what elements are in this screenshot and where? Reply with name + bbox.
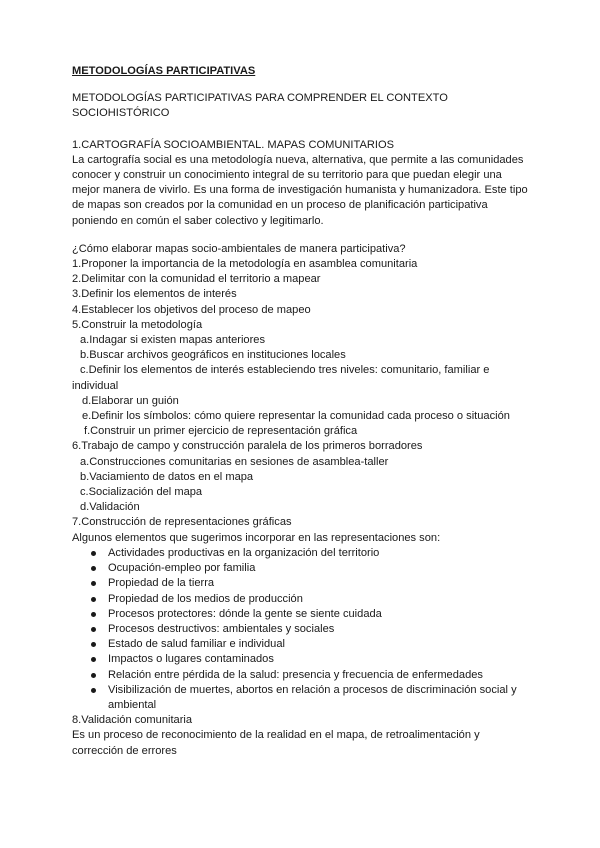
step-2: 2.Delimitar con la comunidad el territorio a mapear [72,273,321,286]
list-item-text: Propiedad de los medios de producción [108,592,303,605]
list-item [72,561,532,576]
step-6d: d.Validación [80,501,140,514]
step-5c [72,363,532,393]
step-5d: d.Elaborar un guión [82,394,179,407]
step-7-intro: Algunos elementos que sugerimos incorporar en las representaciones son: [72,531,441,544]
step-5a: a.Indagar si existen mapas anteriores [80,334,265,347]
list-item [72,652,532,667]
step-1: 1.Proponer la importancia de la metodología en asamblea comunitaria [72,258,418,271]
bullet-icon [91,673,96,678]
list-item [72,546,532,561]
list-item [72,668,532,683]
step-5b: b.Buscar archivos geográficos en instituciones locales [80,349,346,362]
bullet-icon [91,597,96,602]
step-5e: e.Definir los símbolos: cómo quiere representar la comunidad cada proceso o situación [82,410,510,423]
bullet-icon [91,627,96,632]
list-item-text: Estado de salud familiar e individual [108,638,285,651]
bullet-list [72,546,532,713]
step-6: 6.Trabajo de campo y construcción paralela de los primeros borradores [72,440,423,453]
list-item [72,607,532,622]
list-item-text: Impactos o lugares contaminados [108,653,274,666]
question-heading: ¿Cómo elaborar mapas socio-ambientales de manera participativa? [72,242,406,255]
step-6c: c.Socialización del mapa [80,486,203,499]
section-8-text: Es un proceso de reconocimiento de la realidad en el mapa, de retroalimentación y corrección de errores [72,729,480,757]
step-3: 3.Definir los elementos de interés [72,288,237,301]
list-item-text: Relación entre pérdida de la salud: presencia y frecuencia de enfermedades [108,668,483,681]
list-item-text: Propiedad de la tierra [108,577,215,590]
list-item-text: Procesos destructivos: ambientales y sociales [108,622,335,635]
document-body [72,64,532,759]
list-item [72,637,532,652]
list-item-text: Ocupación-empleo por familia [108,562,256,575]
list-item [72,576,532,591]
document-title: METODOLOGÍAS PARTICIPATIVAS [72,65,256,77]
step-5c-text: c.Definir los elementos de interés estableciendo tres niveles: comunitario, familiar e individual [72,364,490,392]
bullet-icon [91,581,96,586]
list-item [72,683,532,713]
step-5f: f.Construir un primer ejercicio de representación gráfica [84,425,358,438]
bullet-icon [91,688,96,693]
list-item-text: Visibilización de muertes, abortos en relación a procesos de discriminación social y ambiental [108,683,517,711]
step-4: 4.Establecer los objetivos del proceso de mapeo [72,303,311,316]
section-1-intro: La cartografía social es una metodología nueva, alternativa, que permite a las comunidades conocer y construir un conocimiento integral de su territorio para que puedan elegir una mejor manera de vivirlo. Es una forma de investigación humanista y humanizadora. Este tipo de mapas son creados por la comunidad en un proceso de planificación participativa poniendo en común el saber colectivo y legitimarlo. [72,153,528,227]
bullet-icon [91,642,96,647]
step-5: 5.Construir la metodología [72,318,203,331]
bullet-icon [91,612,96,617]
bullet-icon [91,657,96,662]
section-8-heading: 8.Validación comunitaria [72,714,193,727]
step-6b: b.Vaciamiento de datos en el mapa [80,470,254,483]
step-6a: a.Construcciones comunitarias en sesiones de asamblea-taller [80,455,389,468]
bullet-icon [91,551,96,556]
list-item [72,592,532,607]
list-item-text: Procesos protectores: dónde la gente se siente cuidada [108,607,382,620]
bullet-icon [91,566,96,571]
step-7: 7.Construcción de representaciones gráficas [72,516,292,529]
section-1-heading: 1.CARTOGRAFÍA SOCIOAMBIENTAL. MAPAS COMUNITARIOS [72,138,394,151]
document-subtitle: METODOLOGÍAS PARTICIPATIVAS PARA COMPRENDER EL CONTEXTO SOCIOHISTÓRICO [72,92,448,120]
list-item [72,622,532,637]
list-item-text: Actividades productivas en la organización del territorio [108,546,380,559]
